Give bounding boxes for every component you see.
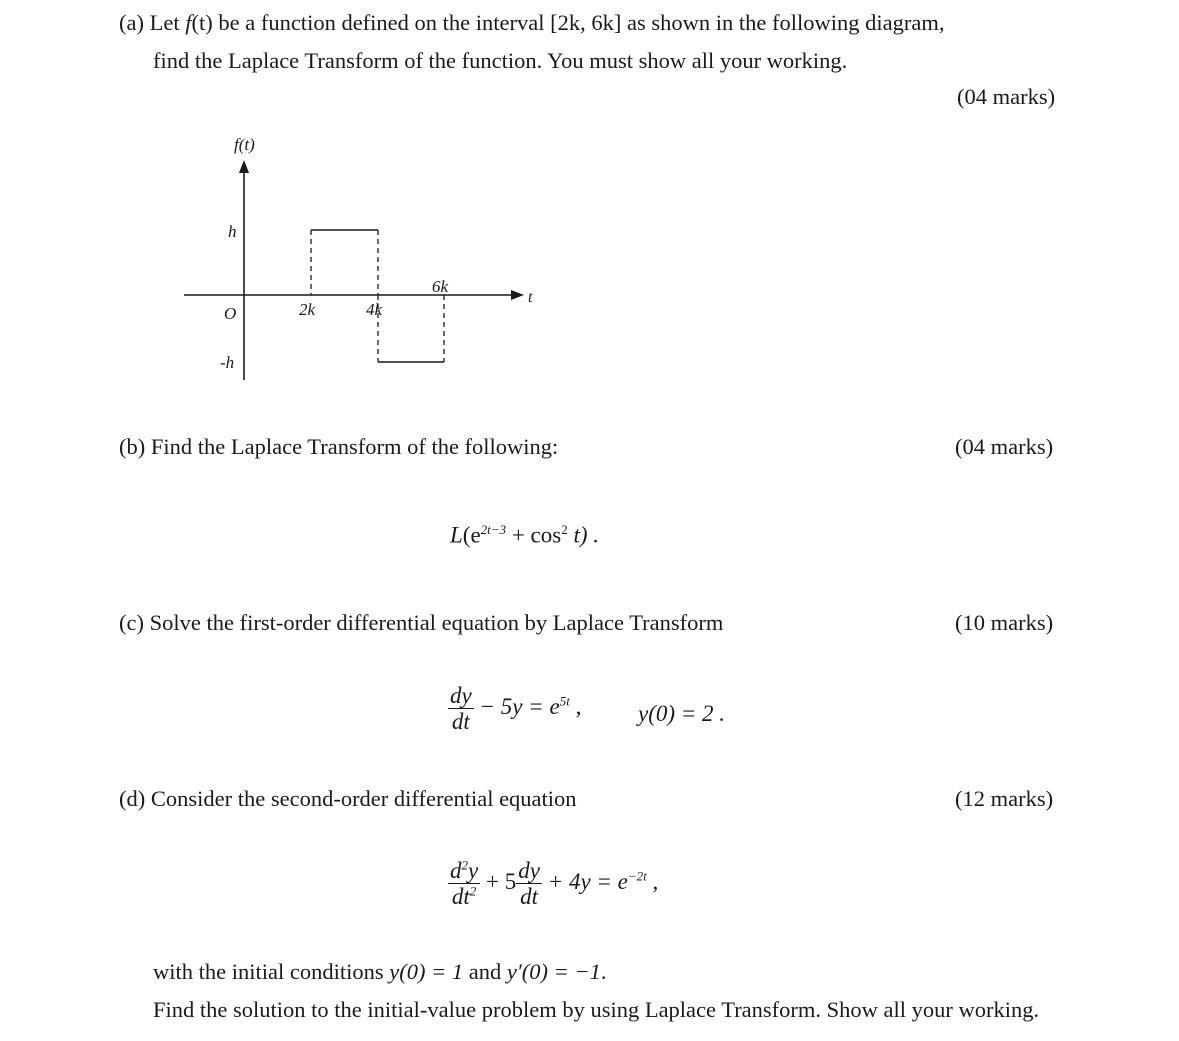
- d2-dt: dt: [451, 884, 470, 910]
- tick-2k-label: 2k: [299, 300, 316, 319]
- ic-suffix: .: [600, 959, 607, 984]
- d2-dt-sup: 2: [469, 883, 477, 899]
- dy-dt-fraction: [448, 683, 474, 735]
- equation-exponent: 5t: [559, 693, 570, 709]
- d2-y: y: [468, 858, 479, 883]
- part-a-fn-arg: (t): [191, 10, 213, 35]
- part-d-final-instruction: Find the solution to the initial-value problem by using Laplace Transform. Show all your working.: [153, 997, 1040, 1022]
- ic-and: and: [463, 959, 507, 984]
- dy-dt-fraction: [516, 858, 542, 910]
- frac-den: [448, 884, 480, 909]
- tick-6k-label: 6k: [432, 277, 449, 296]
- expr-plus: + cos: [506, 522, 562, 548]
- frac-den: dt: [451, 709, 470, 735]
- expr-tail: t) .: [567, 522, 600, 548]
- frac-num: dy: [450, 683, 472, 708]
- part-d-marks: (12 marks): [955, 786, 1054, 811]
- part-c-marks: (10 marks): [955, 610, 1054, 635]
- part-d-initial-conditions: [153, 959, 607, 985]
- d2-d: d: [450, 858, 462, 883]
- origin-label: O: [224, 304, 237, 323]
- frac-num: dy: [518, 858, 540, 883]
- part-a-prefix: (a) Let: [119, 10, 186, 35]
- part-b-marks: (04 marks): [955, 434, 1054, 459]
- x-axis-arrow-icon: [511, 290, 524, 300]
- part-d-equation: [448, 858, 658, 910]
- part-a-line1: [119, 10, 944, 36]
- frac-num: [448, 858, 480, 884]
- part-a-mid: be a function defined on the interval: [212, 10, 551, 35]
- equation-rest: + 4y = e: [541, 869, 628, 895]
- neg-h-label: -h: [220, 353, 235, 372]
- ic-1: y(0) = 1: [389, 959, 464, 984]
- plus-five: + 5: [480, 869, 517, 895]
- part-a-fn: f: [185, 10, 192, 35]
- equation-exponent: −2t: [627, 868, 647, 884]
- ic-2: y′(0) = −1: [506, 959, 601, 984]
- part-c-label: (c) Solve the first-order differential equation by Laplace Transform: [119, 610, 724, 635]
- part-a-suffix: as shown in the following diagram,: [621, 10, 945, 35]
- expr-open: (e: [462, 522, 481, 548]
- part-b-expression: [450, 522, 599, 549]
- part-a-interval: [2k, 6k]: [550, 10, 622, 35]
- laplace-operator: L: [450, 522, 463, 548]
- part-c-initial-condition: y(0) = 2 .: [638, 701, 726, 726]
- h-label: h: [228, 222, 237, 241]
- d2-sup: 2: [461, 857, 468, 873]
- y-axis-label: f(t): [234, 135, 255, 154]
- part-a-marks: (04 marks): [957, 84, 1056, 109]
- equation-rest: − 5y = e: [473, 694, 560, 720]
- part-b-label: (b) Find the Laplace Transform of the following:: [119, 434, 559, 459]
- expr-square: 2: [561, 522, 568, 537]
- tick-4k-label: 4k: [366, 300, 383, 319]
- part-a-line2: find the Laplace Transform of the function. You must show all your working.: [153, 48, 848, 73]
- equation-comma: ,: [569, 694, 582, 720]
- part-c-equation: [448, 683, 581, 735]
- d2y-dt2-fraction: [448, 858, 480, 910]
- expr-exponent: 2t−3: [480, 522, 507, 537]
- step-function-diagram: [170, 132, 550, 392]
- equation-comma: ,: [646, 869, 659, 895]
- frac-den: dt: [520, 884, 538, 910]
- part-d-label: (d) Consider the second-order differential equation: [119, 786, 577, 811]
- ic-prefix: with the initial conditions: [153, 959, 390, 984]
- x-axis-label: t: [528, 289, 533, 306]
- y-axis-arrow-icon: [239, 160, 249, 173]
